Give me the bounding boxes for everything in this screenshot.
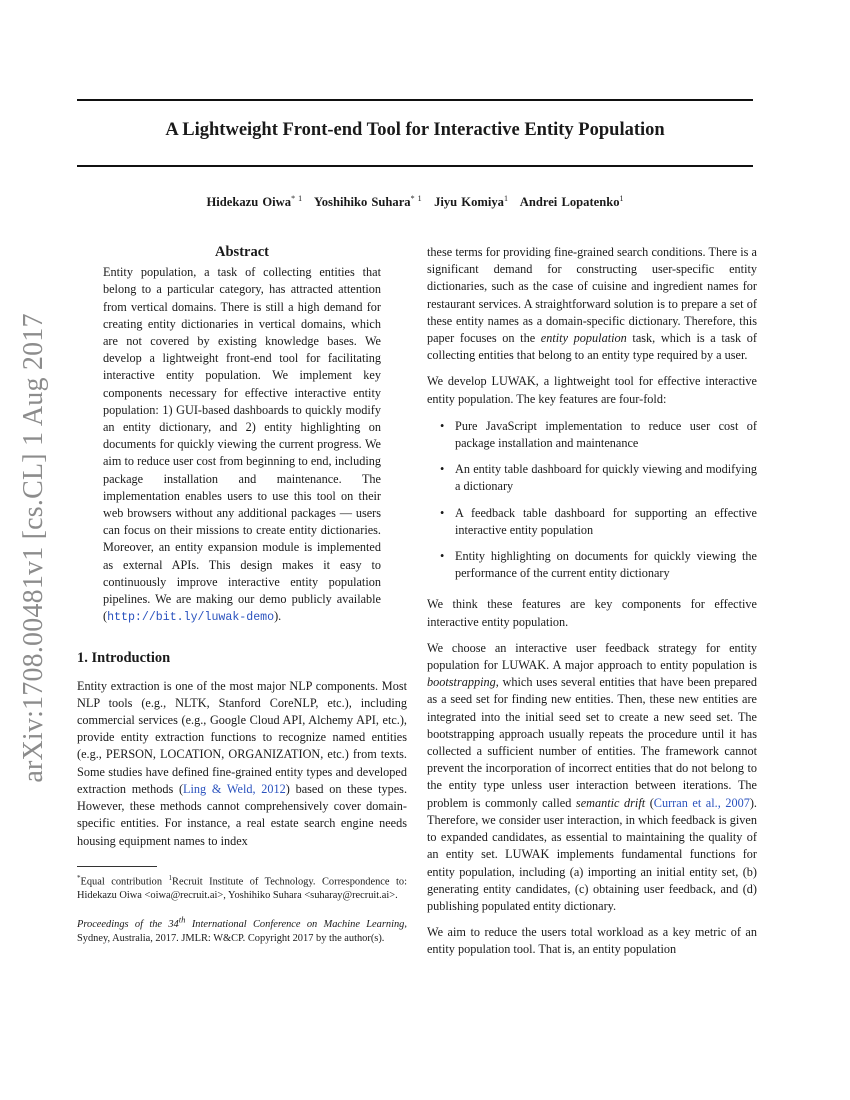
footnote-text: Recruit Institute of Technology. Correspondence to: Hidekazu Oiwa <oiwa@recruit.ai>, Yoshihiko Suhara <suharay@recruit.ai>.	[77, 876, 407, 902]
intro-text: Entity extraction is one of the most major NLP components. Most NLP tools (e.g., NLTK, Stanford CoreNLP, etc.), including commercial services (e.g., Google Cloud API, Alchemy API, etc.), provide entity extraction functions to recognize named entities (e.g., PERSON, LOCATION, ORGANIZATION, etc.) from texts. Some studies have defined fine-grained entity types and developed extraction methods (	[77, 678, 407, 796]
left-column	[77, 244, 407, 859]
author-marks: * 1	[291, 194, 303, 203]
intro-paragraph-3: We think these features are key components for effective interactive entity population.	[427, 597, 757, 629]
emphasis-semantic-drift: semantic drift	[575, 795, 646, 810]
proceedings-text: , Sydney, Australia, 2017. JMLR: W&CP. Copyright 2017 by the author(s).	[77, 918, 407, 944]
citation-curran[interactable]: Curran et al., 2007	[653, 795, 750, 810]
intro-paragraph-4: We choose an interactive user feedback strategy for entity population for LUWAK. A major approach to entity population is bootstrapping, which uses several entities that have been prepared as a seed set for finding new entities. Then, these new entities are integrated into the initial seed set to create a new seed set. The bootstrapping approach usually repeats the procedure until it has collected a sufficient number of entities. The framework cannot prevent the incorporation of incorrect entities that do not belong to the entity type unless user interaction between iterations. The problem is commonly called semantic drift (Curran et al., 2007). Therefore, we consider user interaction, in which feedback is given to expanded candidates, as essential to maintaining the quality of an entity set. LUWAK implements fundamental functions for entity population, including (a) importing an initial entity set, (b) generating entity candidates, (c) obtaining user feedback, and (d) publishing populated entity dictionary.	[427, 640, 757, 913]
title-rule-top	[77, 99, 753, 101]
intro-text: ). Therefore, we consider user interaction, in which feedback is given to expanded candidates, as essential to maintaining the quality of an entity set. LUWAK implements fundamental functions for entity population, including (a) importing an initial entity set, (b) generating entity candidates, (c) obtaining user feedback, and (d) publishing populated entity dictionary.	[427, 795, 757, 913]
list-item	[427, 548, 757, 582]
section-heading-introduction: 1. Introduction	[77, 650, 171, 667]
author-name: Jiyu Komiya	[434, 195, 504, 210]
author-marks: 1	[619, 194, 624, 203]
author-marks: * 1	[410, 194, 422, 203]
feature-text: Entity highlighting on documents for quickly viewing the performance of the current entity dictionary	[455, 549, 757, 581]
intro-text: ) based on these types. However, these methods cannot comprehensively cover domain-specific entities. For instance, a real estate search engine needs housing equipment names to index	[77, 781, 408, 848]
author-name: Hidekazu Oiwa	[206, 195, 292, 210]
author-marks: 1	[503, 194, 508, 203]
abstract-text: Entity population, a task of collecting entities that belong to a particular category, has attracted attention from vertical domains. There is still a high demand for creating entity dictionaries in vertical domains, which are not covered by existing knowledge bases. We develop a lightweight front-end tool for facilitating interactive entity population. We implement key components necessary for effective interactive entity population: 1) GUI-based dashboards to quickly modify an entity dictionary, and 2) entity highlighting on documents for quickly viewing the current progress. We aim to reduce user cost from beginning to end, including package installation and maintenance. The implementation enables users to use this tool on their web browsers without any additional packages — users can focus on their missions to create entity dictionaries. Moreover, an entity expansion module is implemented as external APIs. This design makes it easy to continuously improve interactive entity population pipelines. We are making our demo publicly available (	[103, 265, 381, 624]
paper-title: A Lightweight Front-end Tool for Interactive Entity Population	[165, 120, 665, 140]
author-name: Andrei Lopatenko	[519, 195, 620, 210]
proceedings-text: International Conference on Machine Learning	[185, 918, 405, 930]
intro-text: these terms for providing fine-grained search conditions. There is a significant demand for constructing user-specific entity dictionaries, such as the case of cuisine and ingredient names for restaurant services. A straightforward solution is to prepare a set of these entity names as a domain-specific dictionary. Therefore, this paper focuses on the	[427, 245, 757, 346]
footnote-rule	[77, 866, 157, 867]
footnote-mark: 1	[168, 874, 173, 882]
feature-text: A feedback table dashboard for supporting an effective interactive entity population	[455, 505, 757, 537]
arxiv-stamp	[14, 298, 54, 798]
proceedings-ordinal: 34	[168, 918, 179, 930]
bullet-icon: •	[440, 418, 445, 433]
feature-text: An entity table dashboard for quickly viewing and modifying a dictionary	[455, 462, 757, 494]
proceedings-text: Proceedings of the	[77, 918, 169, 930]
footnote-mark: *	[77, 874, 81, 882]
list-item	[427, 505, 757, 539]
intro-paragraph-1-cont	[427, 244, 757, 364]
list-item	[427, 418, 757, 452]
author-name: Yoshihiko Suhara	[314, 195, 411, 210]
intro-paragraph-1	[77, 678, 407, 850]
demo-link[interactable]: http://bit.ly/luwak-demo	[107, 611, 275, 625]
proceedings-ordinal-suffix: th	[178, 914, 186, 925]
intro-text: , which uses several entities that have been prepared as a seed set for finding new entities. Then, these new entities are integrated into the initial seed set to create a new seed set. The bootstrapping approach usually repeats the procedure until it has collected a sufficient number of entities. The framework cannot prevent the incorporation of incorrect entities that do not belong to the entity type unless user interaction between iterations. The problem is commonly called	[427, 675, 757, 810]
intro-paragraph-2: We develop LUWAK, a lightweight tool for effective interactive entity population. The key features are four-fold:	[427, 374, 757, 406]
bullet-icon: •	[440, 549, 445, 564]
abstract-body	[103, 264, 381, 626]
footnote-text: Equal contribution	[80, 876, 169, 888]
intro-text: We choose an interactive user feedback strategy for entity population for LUWAK. A major approach to entity population is	[427, 640, 757, 673]
right-column	[427, 244, 757, 968]
title-rule-bottom	[77, 165, 753, 167]
footnote-proceedings	[77, 912, 407, 945]
intro-paragraph-5: We aim to reduce the users total workload as a key metric of an entity population tool. That is, an entity population	[427, 925, 757, 957]
abstract-heading: Abstract	[215, 244, 269, 260]
bullet-icon: •	[440, 505, 445, 520]
arxiv-stamp-text: arXiv:1708.00481v1 [cs.CL] 1 Aug 2017	[18, 313, 49, 783]
intro-text: task, which is a task of collecting entities that belong to an entity type required by a user.	[427, 331, 757, 363]
footnotes	[77, 866, 407, 955]
footnote-affiliations	[77, 871, 407, 903]
feature-list	[427, 418, 757, 583]
author-list	[77, 194, 753, 210]
abstract-text-end: ).	[274, 609, 282, 624]
feature-text: Pure JavaScript implementation to reduce user cost of package installation and maintenance	[455, 418, 757, 451]
emphasis-entity-population: entity population	[540, 331, 627, 346]
emphasis-bootstrapping: bootstrapping	[427, 675, 496, 690]
citation-ling-weld[interactable]: Ling & Weld, 2012	[183, 781, 286, 796]
bullet-icon: •	[440, 462, 445, 477]
list-item	[427, 461, 757, 495]
